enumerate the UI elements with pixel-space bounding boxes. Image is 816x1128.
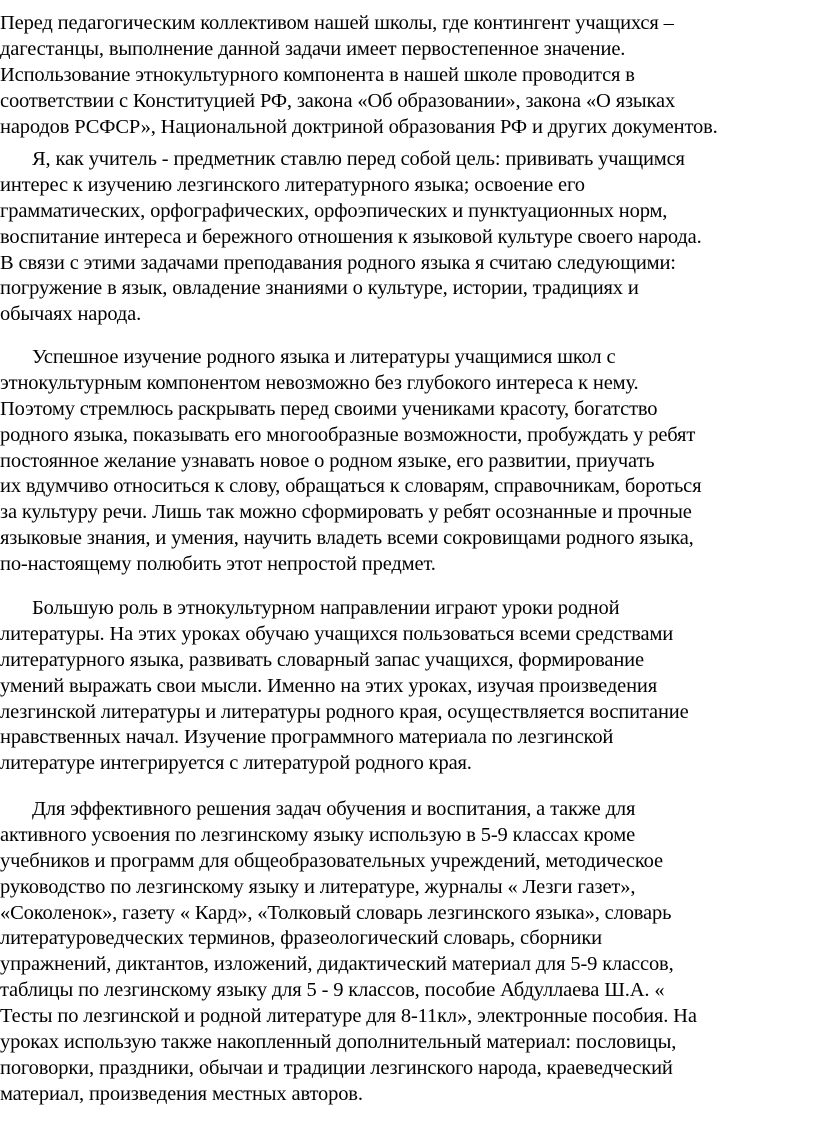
paragraph-2	[0, 147, 816, 328]
text-line: по-настоящему полюбить этот непростой предмет.	[0, 553, 436, 576]
text-line: руководство по лезгинскому языку и литературе, журналы « Лезги газет»,	[0, 875, 636, 898]
text-line: учебников и программ для общеобразовательных учреждений, методическое	[0, 849, 663, 872]
text-line: родного языка, показывать его многообразные возможности, пробуждать у ребят	[0, 423, 696, 446]
text-line: постоянное желание узнавать новое о родном языке, его развитии, приучать	[0, 449, 655, 472]
text-line: литературоведческих терминов, фразеологический словарь, сборники	[0, 927, 602, 950]
text-line: уроках использую также накопленный дополнительный материал: пословицы,	[0, 1031, 677, 1054]
paragraph-4	[0, 596, 816, 777]
text-line: Для эффективного решения задач обучения и воспитания, а также для	[32, 798, 636, 820]
text-line: лезгинской литературы и литературы родного края, осуществляется воспитание	[0, 700, 689, 723]
text-line: погружение в язык, овладение знаниями о культуре, истории, традициях и	[0, 277, 639, 300]
text-line: грамматических, орфографических, орфоэпических и пунктуационных норм,	[0, 199, 668, 222]
text-line: материал, произведения местных авторов.	[0, 1082, 363, 1105]
text-line: умений выражать свои мысли. Именно на этих уроках, изучая произведения	[0, 674, 658, 697]
text-line: литературе интегрируется с литературой родного края.	[0, 752, 472, 775]
text-line: за культуру речи. Лишь так можно сформировать у ребят осознанные и прочные	[0, 501, 692, 524]
text-line: Поэтому стремлюсь раскрывать перед своими учениками красоту, богатство	[0, 397, 658, 420]
text-line: литературного языка, развивать словарный запас учащихся, формирование	[0, 648, 644, 671]
text-line: нравственных начал. Изучение программного материала по лезгинской	[0, 726, 614, 749]
text-line: этнокультурным компонентом невозможно без глубокого интереса к нему.	[0, 371, 639, 394]
text-line: языковые знания, и умения, научить владеть всеми сокровищами родного языка,	[0, 527, 694, 550]
text-line: их вдумчиво относиться к слову, обращаться к словарям, справочникам, бороться	[0, 475, 702, 498]
text-line: обычаях народа.	[0, 303, 142, 326]
text-line: «Соколенок», газету « Кард», «Толковый словарь лезгинского языка», словарь	[0, 901, 672, 924]
paragraph-5	[0, 797, 816, 1108]
text-line: активного усвоения по лезгинскому языку использую в 5-9 классах кроме	[0, 823, 636, 846]
text-line: воспитание интереса и бережного отношения к языковой культуре своего народа.	[0, 225, 702, 248]
text-line: поговорки, праздники, обычаи и традиции лезгинского народа, краеведческий	[0, 1056, 673, 1079]
text-line: Я, как учитель - предметник ставлю перед собой цель: прививать учащимся	[32, 148, 685, 170]
text-line: Использование этнокультурного компонента в нашей школе проводится в	[0, 63, 635, 86]
paragraph-1	[0, 11, 816, 140]
text-line: Большую роль в этнокультурном направлении играют уроки родной	[32, 597, 620, 619]
text-line: таблицы по лезгинскому языку для 5 - 9 классов, пособие Абдуллаева Ш.А. «	[0, 979, 665, 1002]
text-line: литературы. На этих уроках обучаю учащихся пользоваться всеми средствами	[0, 622, 674, 645]
text-line: соответствии с Конституцией РФ, закона «Об образовании», закона «О языках	[0, 89, 676, 112]
text-line: Успешное изучение родного языка и литературы учащимися школ с	[32, 346, 616, 368]
text-line: В связи с этими задачами преподавания родного языка я считаю следующими:	[0, 251, 676, 274]
text-line: интерес к изучению лезгинского литературного языка; освоение его	[0, 173, 585, 196]
text-line: Тесты по лезгинской и родной литературе для 8-11кл», электронные пособия. На	[0, 1005, 697, 1028]
text-line: народов РСФСР», Национальной доктриной образования РФ и других документов.	[0, 115, 718, 138]
text-line: упражнений, диктантов, изложений, дидактический материал для 5-9 классов,	[0, 953, 674, 976]
text-line: дагестанцы, выполнение данной задачи имеет первостепенное значение.	[0, 37, 626, 60]
paragraph-3	[0, 345, 816, 578]
text-line: Перед педагогическим коллективом нашей школы, где контингент учащихся –	[0, 12, 674, 34]
